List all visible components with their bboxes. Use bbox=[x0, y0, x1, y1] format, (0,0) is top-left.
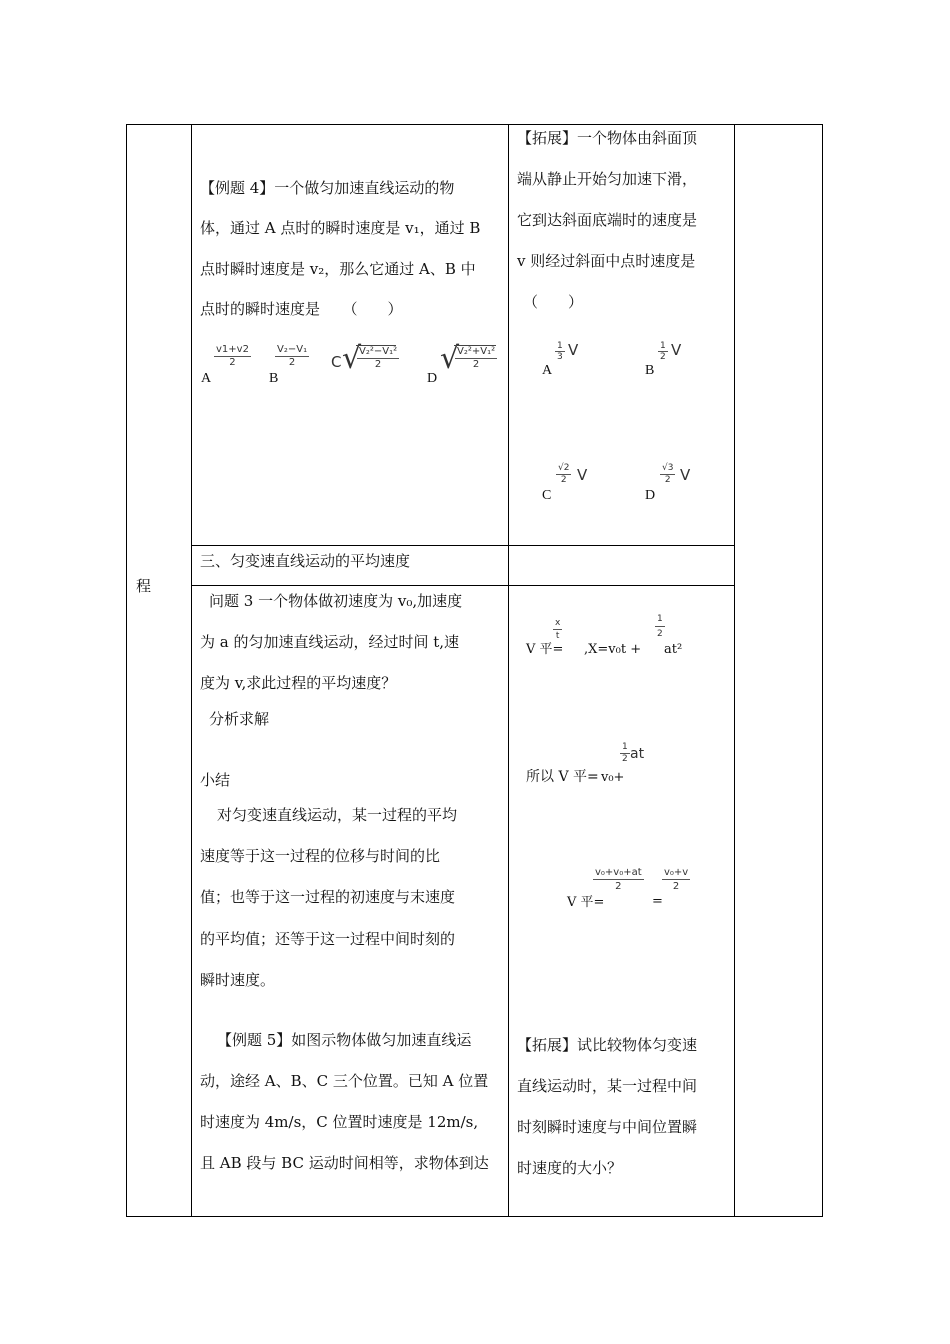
derivation-f3-eq: = bbox=[652, 894, 663, 909]
example4-line-3: 点时瞬时速度是 v₂，那么它通过 A、B 中 bbox=[200, 260, 476, 278]
example4-option-c-radical bbox=[342, 342, 398, 382]
extension1-line-5: （ ） bbox=[523, 293, 584, 311]
example4-option-d-radical bbox=[440, 342, 498, 382]
extension1-line-1: 【拓展】一个物体由斜面顶 bbox=[517, 129, 698, 147]
row-divider-2 bbox=[191, 585, 735, 586]
question3-line-1: 问题 3 一个物体做初速度为 v₀,加速度 bbox=[209, 592, 463, 610]
extension1-option-a-var: V bbox=[568, 341, 579, 359]
derivation-f1-mid: ,X=v₀t + bbox=[584, 642, 642, 657]
extension1-option-a-letter: A bbox=[542, 363, 553, 378]
sqrt-icon: √ bbox=[440, 341, 460, 376]
extension2-line-4: 时速度的大小？ bbox=[517, 1159, 623, 1177]
extension1-line-4: v 则经过斜面中点时速度是 bbox=[517, 252, 696, 270]
section3-heading: 三、匀变速直线运动的平均速度 bbox=[200, 552, 411, 570]
derivation-f1-left: V 平= bbox=[526, 642, 564, 657]
sqrt-icon: √ bbox=[342, 341, 362, 376]
extension1-option-c-letter: C bbox=[542, 488, 552, 503]
example4-option-b-numerator: V₂−V₁ bbox=[277, 344, 308, 355]
derivation-f2-tail: at bbox=[630, 746, 645, 762]
example4-line-2: 体，通过 A 点时的瞬时速度是 v₁，通过 B bbox=[200, 219, 481, 237]
extension1-line-2: 端从静止开始匀加速下滑， bbox=[517, 170, 698, 188]
derivation-f3-fraction-1: $\frac{\text{v₀+v₀+at}}{2}$ bbox=[595, 867, 642, 892]
summary-title: 小结 bbox=[200, 771, 231, 789]
derivation-f2-v0: v₀+ bbox=[601, 770, 625, 785]
example4-option-d-numerator: V₂²+V₁² bbox=[457, 346, 496, 357]
example4-option-c-numerator: V₂²−V₁² bbox=[359, 346, 398, 357]
table-border-right bbox=[822, 124, 823, 1217]
question3-line-3: 度为 v,求此过程的平均速度？ bbox=[200, 674, 397, 692]
column-divider-2 bbox=[508, 124, 509, 1217]
extension1-option-a-fraction: $\frac{1}{3}$ bbox=[557, 341, 563, 362]
column-divider-1 bbox=[191, 124, 192, 1217]
summary-line-3: 值；也等于这一过程的初速度与末速度 bbox=[200, 888, 456, 906]
summary-line-1: 对匀变速直线运动，某一过程的平均 bbox=[217, 806, 458, 824]
example4-option-d-letter: D bbox=[427, 371, 438, 386]
example4-option-c-letter: C bbox=[331, 353, 342, 371]
extension1-option-d-letter: D bbox=[645, 488, 656, 503]
example5-line-4: 且 AB 段与 BC 运动时间相等，求物体到达 bbox=[200, 1154, 489, 1172]
summary-line-2: 速度等于这一过程的位移与时间的比 bbox=[200, 847, 441, 865]
extension2-line-2: 直线运动时，某一过程中间 bbox=[517, 1077, 698, 1095]
extension1-option-b-fraction: $\frac{1}{2}$ bbox=[660, 341, 666, 362]
example4-option-a-fraction bbox=[214, 344, 251, 369]
derivation-f3-left: V 平= bbox=[567, 895, 605, 910]
extension1-option-c-var: V bbox=[577, 466, 588, 484]
extension2-line-3: 时刻瞬时速度与中间位置瞬 bbox=[517, 1118, 698, 1136]
extension1-option-c-fraction: $\frac{√2}{2}$ bbox=[558, 463, 570, 485]
example4-option-d-denominator: 2 bbox=[472, 359, 480, 370]
example4-option-a-denominator: 2 bbox=[229, 357, 236, 368]
extension1-option-b-letter: B bbox=[645, 363, 655, 378]
example4-line-1: 【例题 4】一个做匀加速直线运动的物 bbox=[200, 179, 455, 197]
column-divider-3 bbox=[734, 124, 735, 1217]
question3-line-2: 为 a 的匀加速直线运动，经过时间 t,速 bbox=[200, 633, 460, 651]
derivation-f1-half: $\frac{1}{2}$ bbox=[657, 614, 663, 639]
example4-option-a-numerator: v1+v2 bbox=[216, 344, 249, 355]
derivation-f1-fraction: $\frac{x}{t}$ bbox=[555, 618, 561, 641]
example5-line-1: 【例题 5】如图示物体做匀加速直线运 bbox=[217, 1031, 472, 1049]
extension1-option-d-var: V bbox=[680, 466, 691, 484]
example4-option-b-fraction bbox=[275, 344, 309, 369]
derivation-f2-half: $\frac{1}{2}$ bbox=[622, 742, 628, 764]
row-divider-1 bbox=[191, 545, 735, 546]
example5-line-3: 时速度为 4m/s，C 位置时速度是 12m/s, bbox=[200, 1113, 479, 1131]
example4-option-b-letter: B bbox=[269, 371, 279, 386]
extension1-option-d-fraction: $\frac{√3}{2}$ bbox=[662, 463, 674, 485]
example5-line-2: 动，途经 A、B、C 三个位置。已知 A 位置 bbox=[200, 1072, 489, 1090]
table-border-left bbox=[126, 124, 127, 1217]
derivation-f3-fraction-2: $\frac{\text{v₀+v}}{2}$ bbox=[664, 867, 689, 892]
derivation-f2-prefix: 所以 V 平= bbox=[526, 769, 599, 785]
derivation-f1-tail: at² bbox=[664, 642, 683, 657]
example4-option-a-letter: A bbox=[201, 371, 212, 386]
extension1-option-b-var: V bbox=[671, 341, 682, 359]
table-border-top bbox=[126, 124, 823, 125]
extension1-line-3: 它到达斜面底端时的速度是 bbox=[517, 211, 698, 229]
summary-line-5: 瞬时速度。 bbox=[200, 971, 276, 989]
side-label: 程 bbox=[136, 577, 152, 595]
example4-option-b-denominator: 2 bbox=[288, 357, 296, 368]
example4-option-c-denominator: 2 bbox=[374, 359, 382, 370]
extension2-line-1: 【拓展】试比较物体匀变速 bbox=[517, 1036, 698, 1054]
table-border-bottom bbox=[126, 1216, 823, 1217]
example4-line-4: 点时的瞬时速度是 （ ） bbox=[200, 300, 403, 318]
question3-line-4: 分析求解 bbox=[209, 710, 270, 728]
summary-line-4: 的平均值；还等于这一过程中间时刻的 bbox=[200, 930, 456, 948]
